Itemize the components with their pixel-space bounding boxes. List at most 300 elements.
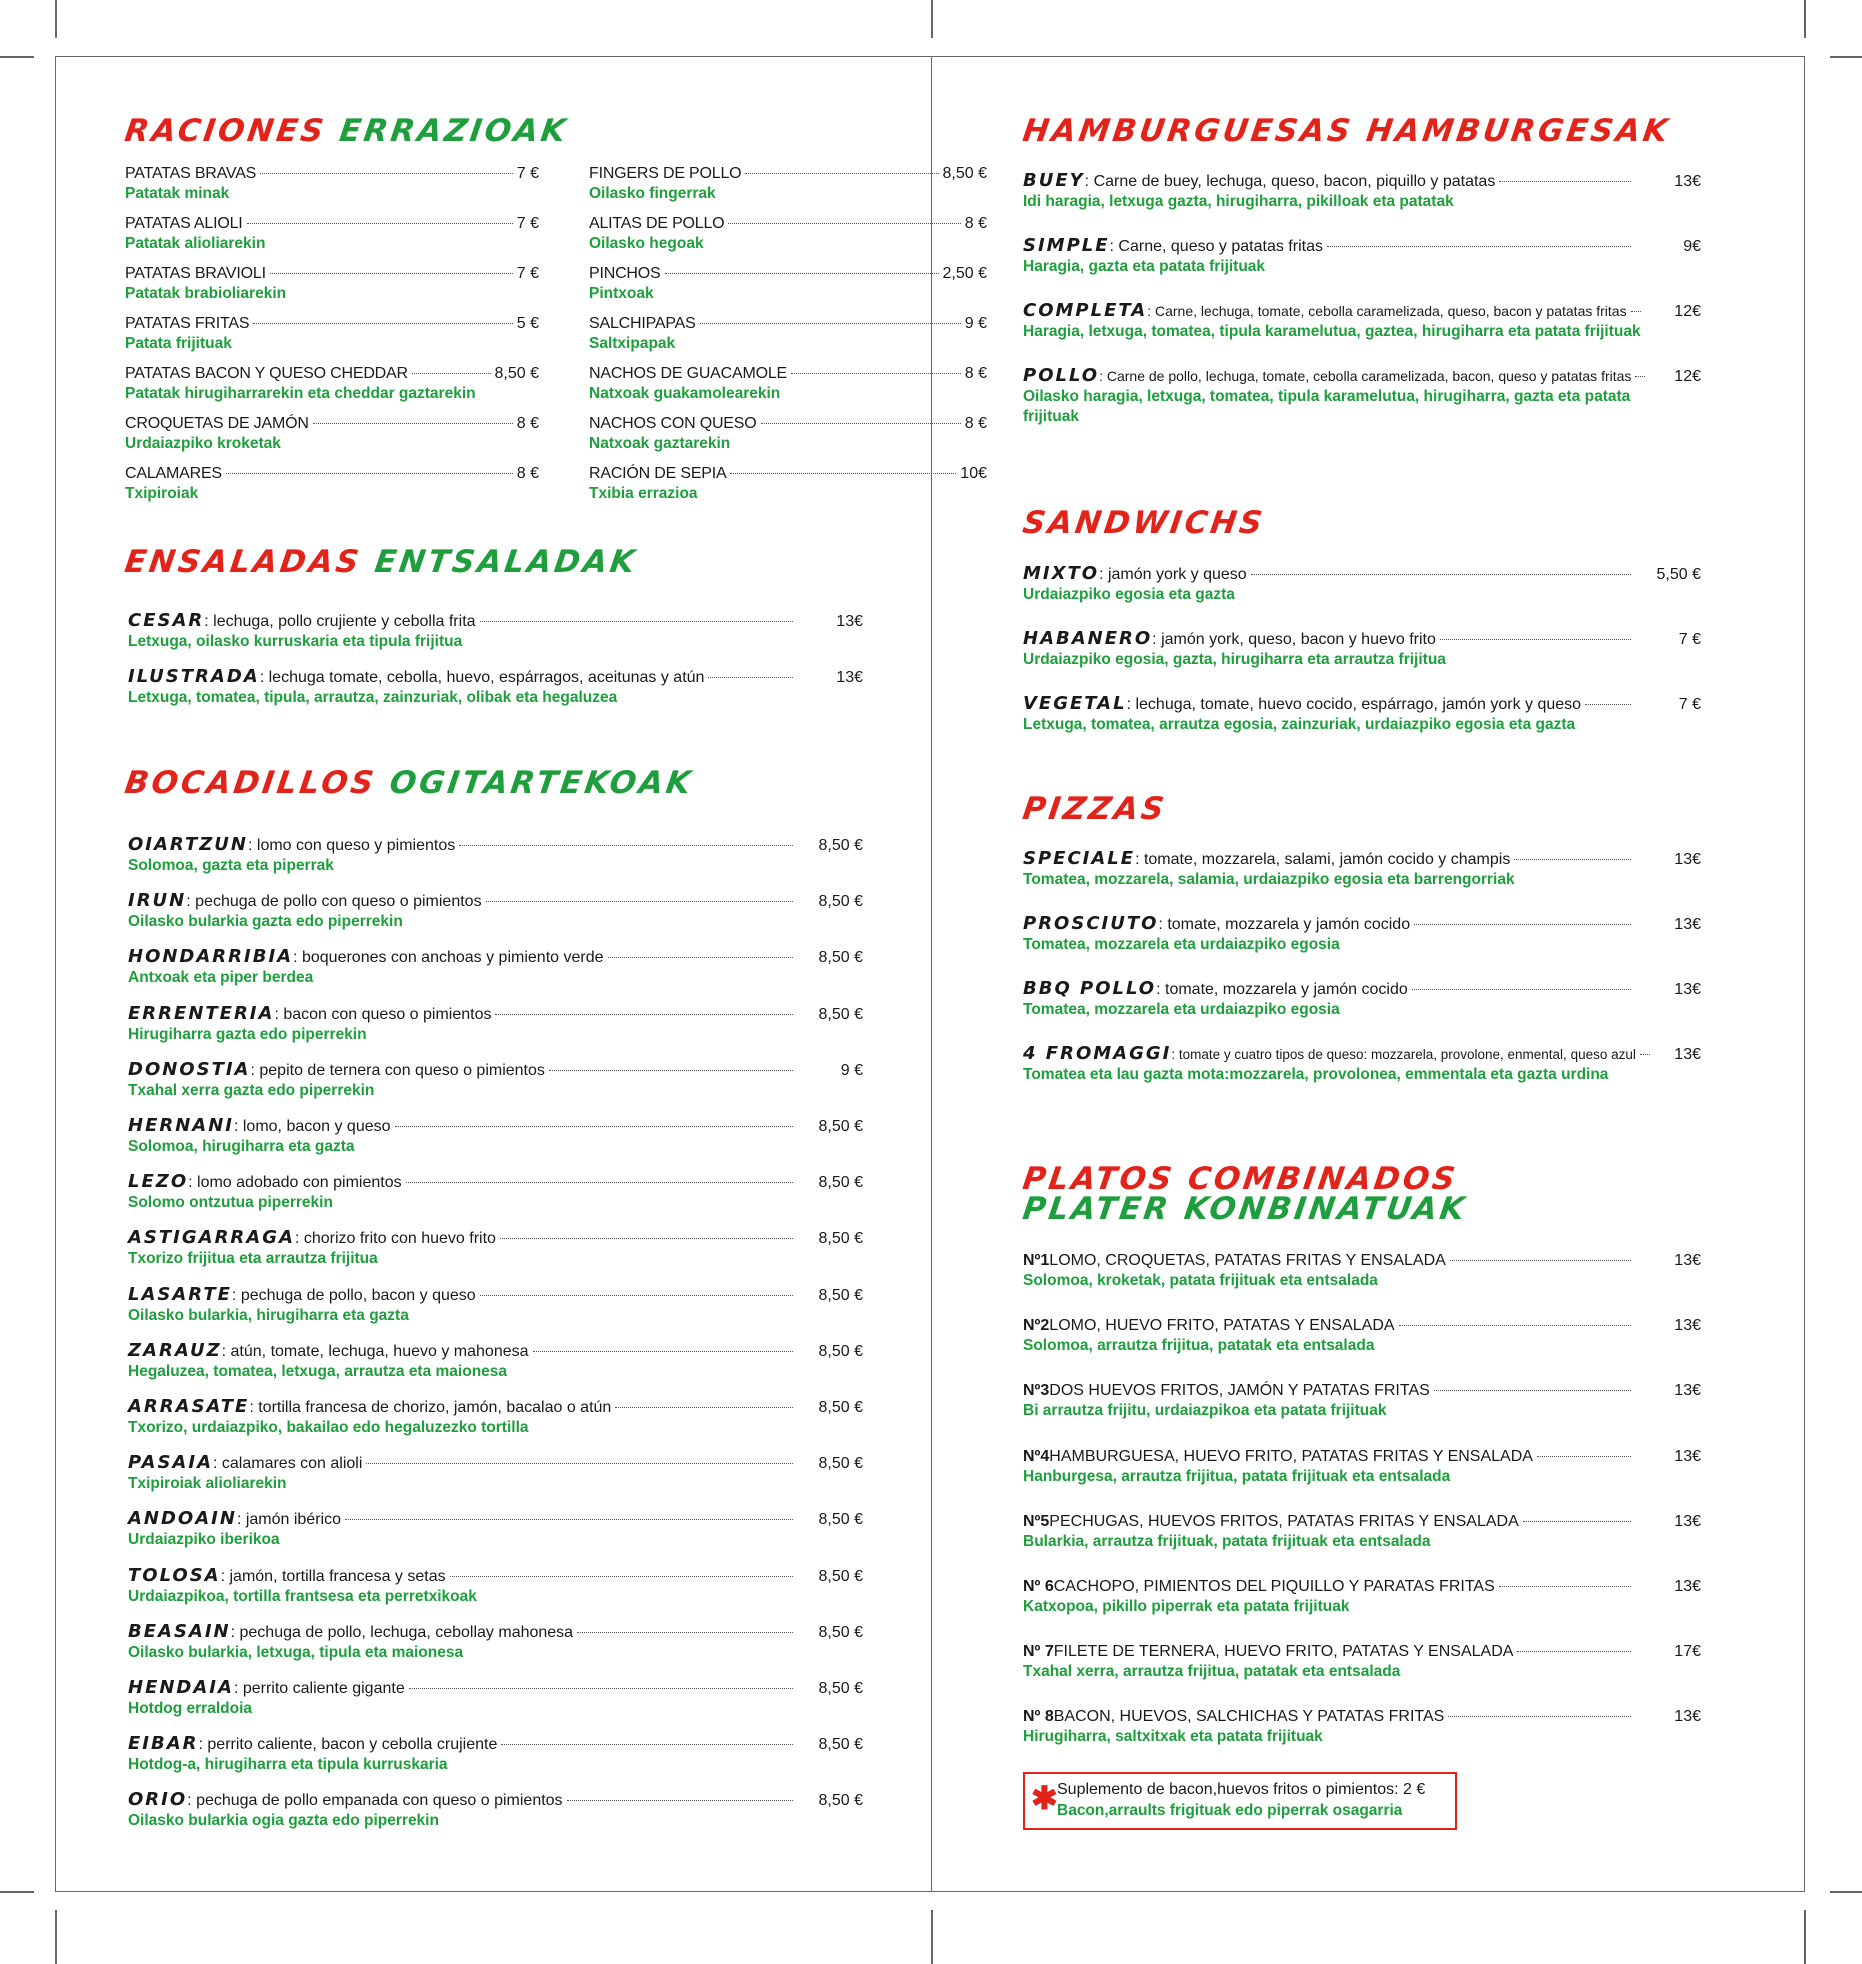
racion-price: 7 € [516, 265, 539, 282]
platos-item-desc: LOMO, HUEVO FRITO, PATATAS Y ENSALADA [1049, 1317, 1395, 1335]
sandwichs-item-price: 5,50 € [1656, 566, 1701, 583]
racion-name: NACHOS CON QUESO [589, 415, 757, 432]
racion-name: CROQUETAS DE JAMÓN [125, 415, 309, 432]
bocadillos-item-name: IRUN [128, 890, 187, 912]
pizzas-item [1023, 848, 1701, 890]
pizzas-item-line [1023, 1043, 1701, 1065]
bocadillos-item [128, 1340, 863, 1382]
bocadillos-item [128, 1284, 863, 1326]
pizzas-title-es: PIZZAS [1020, 791, 1170, 827]
hamburguesas-item-name: BUEY [1023, 170, 1085, 191]
bocadillos-item-line [128, 834, 863, 856]
racion-price: 7 € [516, 215, 539, 232]
dot-leader [1537, 1456, 1631, 1457]
bocadillos-item-translation: Txipiroiak alioliarekin [128, 1475, 287, 1493]
bocadillos-item-line [128, 1452, 863, 1474]
hamburguesas-item-lead [1023, 300, 1635, 322]
bocadillos-item-line [128, 1115, 863, 1137]
platos-item-lead [1023, 1511, 1635, 1532]
bocadillos-item [128, 1565, 863, 1607]
bocadillos-item-name: DONOSTIA [128, 1058, 251, 1080]
platos-item-lead [1023, 1446, 1635, 1467]
dot-leader [577, 1632, 793, 1633]
racion-translation: Patatak alioliarekin [125, 235, 266, 252]
hamburguesas-item-translation-cont: frijituak [1023, 408, 1079, 425]
sandwichs-section [1020, 505, 1701, 541]
hamburguesas-item-price: 9€ [1683, 238, 1701, 255]
racion-name: PATATAS ALIOLI [125, 215, 243, 232]
dot-leader [1631, 311, 1641, 312]
bocadillos-item-translation: Hotdog-a, hirugiharra eta tipula kurruskaria [128, 1756, 448, 1774]
bocadillos-item-line [128, 1340, 863, 1362]
racion-line [589, 314, 987, 334]
pizzas-item-price: 13€ [1674, 851, 1701, 868]
bocadillos-item-desc: : calamares con alioli [213, 1455, 363, 1473]
platos-item-desc: HAMBURGUESA, HUEVO FRITO, PATATAS FRITAS Y ENSALADA [1049, 1447, 1533, 1465]
racion-item [589, 214, 987, 264]
racion-translation: Urdaiazpiko kroketak [125, 435, 281, 452]
pizzas-section [1020, 791, 1701, 827]
sandwichs-item-translation: Urdaiazpiko egosia, gazta, hirugiharra eta arrautza frijitua [1023, 651, 1446, 668]
bocadillos-item-desc: : perrito caliente, bacon y cebolla crujiente [198, 1736, 498, 1754]
racion-line [589, 464, 987, 484]
racion-translation: Natxoak gaztarekin [589, 435, 731, 452]
pizzas-item-price: 13€ [1674, 981, 1701, 998]
dot-leader [730, 473, 956, 474]
bocadillos-item-price: 8,50 € [818, 1567, 863, 1585]
bocadillos-item-price: 8,50 € [818, 1342, 863, 1360]
bocadillos-item-desc: : chorizo frito con huevo frito [294, 1230, 496, 1248]
dot-leader [665, 273, 939, 274]
racion-translation: Oilasko fingerrak [589, 185, 716, 202]
racion-translation: Patatak hirugiharrarekin eta cheddar gaztarekin [125, 385, 476, 402]
sandwichs-item-line [1023, 693, 1701, 715]
ensaladas-item-name: CESAR [128, 610, 205, 631]
racion-name: ALITAS DE POLLO [589, 215, 725, 232]
platos-item-line [1023, 1576, 1701, 1597]
sandwichs-item-desc: : jamón york, queso, bacon y huevo frito [1152, 631, 1436, 648]
sandwichs-item-translation: Urdaiazpiko egosia eta gazta [1023, 586, 1235, 603]
dot-leader [1448, 1716, 1631, 1717]
platos-item [1023, 1641, 1701, 1682]
dot-leader [1523, 1521, 1631, 1522]
crop-mark [1804, 1910, 1806, 1964]
crop-mark [931, 0, 933, 38]
racion-item [589, 364, 987, 414]
crop-mark [931, 1910, 933, 1964]
hamburguesas-item-desc: : Carne, queso y patatas fritas [1109, 238, 1323, 255]
dot-leader [480, 1295, 793, 1296]
dot-leader [480, 621, 793, 622]
pizzas-item-price: 13€ [1674, 916, 1701, 933]
platos-item [1023, 1446, 1701, 1487]
platos-item-desc: LOMO, CROQUETAS, PATATAS FRITAS Y ENSALADA [1049, 1252, 1446, 1269]
racion-line [589, 264, 987, 284]
bocadillos-item-desc: : perrito caliente gigante [233, 1680, 405, 1697]
platos-item [1023, 1250, 1701, 1291]
ensaladas-section [122, 544, 863, 580]
supplement-note-eu: Bacon,arraults frigituak edo piperrak osagarria [1057, 1802, 1403, 1819]
racion-price: 8 € [516, 415, 539, 432]
crop-mark [1830, 56, 1862, 58]
ensaladas-item-desc: : lechuga, pollo crujiente y cebolla frita [204, 613, 476, 630]
platos-item-lead [1023, 1641, 1635, 1662]
dot-leader [501, 1744, 793, 1745]
bocadillos-item-name: HERNANI [128, 1115, 234, 1136]
dot-leader [500, 1238, 793, 1239]
bocadillos-item-lead [128, 1508, 797, 1530]
hamburguesas-item-name: SIMPLE [1023, 235, 1110, 256]
platos-item-translation: Hanburgesa, arrautza frijitua, patata frijituak eta entsalada [1023, 1467, 1451, 1485]
platos-item-price: 13€ [1674, 1578, 1701, 1595]
platos-item-price: 13€ [1674, 1382, 1701, 1400]
racion-item [125, 414, 539, 464]
racion-price: 8 € [516, 465, 539, 482]
racion-translation: Txibia errazioa [589, 485, 698, 502]
pizzas-item-translation: Tomatea, mozzarela, salamia, urdaiazpiko egosia eta barrengorriak [1023, 871, 1515, 888]
pizzas-item-name: BBQ POLLO [1023, 978, 1157, 999]
bocadillos-item [128, 1396, 863, 1438]
pizzas-item-line [1023, 978, 1701, 1000]
bocadillos-item-translation: Solomoa, hirugiharra eta gazta [128, 1138, 355, 1155]
ensaladas-title [123, 545, 866, 579]
bocadillos-item-name: ORIO [128, 1789, 188, 1811]
bocadillos-item-desc: : lomo con queso y pimientos [248, 837, 456, 854]
platos-item [1023, 1315, 1701, 1356]
dot-leader [226, 473, 513, 474]
platos-item-line [1023, 1380, 1701, 1401]
bocadillos-item-translation: Oilasko bularkia ogia gazta edo piperrekin [128, 1812, 439, 1830]
hamburguesas-item-line [1023, 300, 1701, 322]
hamburguesas-item-lead [1023, 365, 1635, 387]
bocadillos-item-translation: Antxoak eta piper berdea [128, 969, 314, 987]
racion-name: PINCHOS [589, 265, 661, 282]
bocadillos-item-line [128, 1677, 863, 1699]
bocadillos-item-desc: : lomo, bacon y queso [233, 1118, 391, 1135]
platos-item-line [1023, 1315, 1701, 1336]
pizzas-item-translation: Tomatea, mozzarela eta urdaiazpiko egosia [1023, 1001, 1340, 1018]
racion-item [589, 314, 987, 364]
pizzas-item-desc: : tomate, mozzarela y jamón cocido [1156, 981, 1408, 998]
bocadillos-item-name: EIBAR [128, 1733, 199, 1755]
bocadillos-item-desc: : pechuga de pollo, bacon y queso [231, 1286, 476, 1304]
racion-price: 8 € [964, 415, 987, 432]
bocadillos-item-price: 8,50 € [818, 1174, 863, 1192]
bocadillos-item-lead [128, 1340, 797, 1362]
dot-leader [1399, 1325, 1631, 1326]
sandwichs-title [1021, 506, 1704, 540]
racion-line [125, 164, 539, 184]
bocadillos-item-desc: : jamón ibérico [236, 1511, 341, 1529]
hamburguesas-item-line [1023, 170, 1701, 192]
dot-leader [412, 373, 491, 374]
bocadillos-item-line [128, 1565, 863, 1587]
hamburguesas-item-lead [1023, 235, 1635, 257]
racion-price: 5 € [516, 315, 539, 332]
plato-number: Nº 7 [1023, 1643, 1054, 1661]
pizzas-title [1021, 792, 1704, 826]
bocadillos-item [128, 1733, 863, 1775]
bocadillos-item-lead [128, 1677, 797, 1699]
racion-line [589, 414, 987, 434]
dot-leader [1514, 859, 1631, 860]
platos-item-desc: FILETE DE TERNERA, HUEVO FRITO, PATATAS Y ENSALADA [1053, 1643, 1514, 1661]
bocadillos-item-line [128, 1003, 863, 1025]
pizzas-item-name: SPECIALE [1023, 848, 1136, 869]
plato-number: Nº4 [1023, 1447, 1050, 1465]
bocadillos-item-translation: Urdaiazpiko iberikoa [128, 1531, 280, 1549]
sandwichs-item-price: 7 € [1678, 631, 1701, 648]
platos-item-price: 17€ [1674, 1643, 1701, 1661]
pizzas-item-price: 13€ [1674, 1046, 1701, 1063]
racion-name: PATATAS BRAVIOLI [125, 265, 266, 282]
racion-item [125, 214, 539, 264]
dot-leader [270, 273, 513, 274]
bocadillos-item-line [128, 1284, 863, 1306]
bocadillos-item-translation: Hotdog erraldoia [128, 1700, 253, 1717]
sandwichs-item-line [1023, 563, 1701, 585]
raciones-left-column [125, 164, 539, 514]
bocadillos-item [128, 1115, 863, 1157]
racion-item [125, 364, 539, 414]
ensaladas-item-line [128, 610, 863, 632]
platos-title-es: PLATOS COMBINADOS [1020, 1161, 1461, 1197]
racion-item [125, 464, 539, 514]
platos-item-lead [1023, 1576, 1635, 1597]
dot-leader [345, 1519, 793, 1520]
racion-translation: Oilasko hegoak [589, 235, 704, 252]
racion-name: PATATAS BRAVAS [125, 165, 257, 182]
bocadillos-item-lead [128, 1789, 797, 1811]
platos-item-line [1023, 1641, 1701, 1662]
platos-section [1020, 1161, 1701, 1227]
platos-item-desc: BACON, HUEVOS, SALCHICHAS Y PATATAS FRITAS [1053, 1708, 1445, 1726]
supplement-note [1023, 1772, 1457, 1830]
ensaladas-item-translation: Letxuga, oilasko kurruskaria eta tipula frijitua [128, 633, 463, 650]
hamburguesas-item [1023, 365, 1701, 427]
bocadillos-item-desc: : atún, tomate, lechuga, huevo y mahonesa [221, 1342, 529, 1360]
bocadillos-item-name: ANDOAIN [128, 1508, 237, 1530]
dot-leader [395, 1126, 793, 1127]
pizzas-item-lead [1023, 848, 1635, 870]
dot-leader [567, 1800, 793, 1801]
bocadillos-item-name: ERRENTERIA [128, 1002, 275, 1024]
bocadillos-item [128, 1508, 863, 1550]
bocadillos-item-price: 8,50 € [818, 1680, 863, 1697]
bocadillos-item-price: 8,50 € [818, 1455, 863, 1473]
sandwichs-item [1023, 628, 1701, 670]
ensaladas-title-eu: ENTSALADAK [372, 544, 640, 580]
pizzas-item [1023, 1043, 1701, 1085]
bocadillos-item-name: BEASAIN [128, 1620, 231, 1642]
plato-number: Nº1 [1023, 1252, 1050, 1269]
racion-item [125, 164, 539, 214]
racion-price: 8,50 € [942, 165, 987, 182]
hamburguesas-item-line [1023, 235, 1701, 257]
pizzas-item-line [1023, 848, 1701, 870]
bocadillos-item-desc: : tortilla francesa de chorizo, jamón, bacalao o atún [249, 1399, 612, 1416]
sandwichs-item-line [1023, 628, 1701, 650]
bocadillos-item-name: HONDARRIBIA [128, 946, 294, 968]
racion-line [125, 264, 539, 284]
hamburguesas-section [1020, 113, 1701, 149]
bocadillos-item-name: OIARTZUN [128, 834, 248, 855]
racion-item [589, 464, 987, 514]
bocadillos-item-translation: Urdaiazpikoa, tortilla frantsesa eta perretxikoak [128, 1587, 477, 1605]
ensaladas-item-name: ILUSTRADA [128, 666, 260, 687]
platos-item-translation: Bi arrautza frijitu, urdaiazpikoa eta patata frijituak [1023, 1402, 1387, 1420]
pizzas-item-desc: : tomate, mozzarela y jamón cocido [1158, 916, 1411, 933]
racion-name: PATATAS FRITAS [125, 315, 250, 332]
pizzas-item-translation: Tomatea, mozzarela eta urdaiazpiko egosia [1023, 936, 1340, 953]
plato-number: Nº5 [1023, 1512, 1050, 1530]
hamburguesas-item-name: COMPLETA [1023, 300, 1148, 321]
hamburguesas-item [1023, 235, 1701, 277]
bocadillos-item-name: LASARTE [128, 1283, 232, 1305]
hamburguesas-item-line [1023, 365, 1701, 387]
sandwichs-item-name: VEGETAL [1023, 693, 1127, 714]
ensaladas-item-desc: : lechuga tomate, cebolla, huevo, espárragos, aceitunas y atún [259, 669, 705, 686]
dot-leader [1327, 246, 1631, 247]
platos-item-line [1023, 1511, 1701, 1532]
racion-translation: Txipiroiak [125, 485, 199, 502]
dot-leader [1499, 181, 1631, 182]
bocadillos-item [128, 890, 863, 932]
bocadillos-item-name: ASTIGARRAGA [128, 1227, 295, 1249]
racion-name: RACIÓN DE SEPIA [589, 465, 727, 482]
racion-price: 8,50 € [494, 365, 539, 382]
racion-price: 8 € [964, 215, 987, 232]
bocadillos-item-desc: : boquerones con anchoas y pimiento verde [293, 949, 604, 967]
raciones-title-es: RACIONES [122, 113, 329, 149]
bocadillos-item-lead [128, 890, 797, 912]
bocadillos-item-desc: : jamón, tortilla francesa y setas [220, 1567, 446, 1585]
dot-leader [450, 1576, 793, 1577]
platos-item-price: 13€ [1674, 1708, 1701, 1726]
sandwichs-item-lead [1023, 628, 1635, 650]
sandwichs-item-name: HABANERO [1023, 628, 1153, 649]
platos-item-lead [1023, 1706, 1635, 1727]
bocadillos-item-lead [128, 1733, 797, 1755]
bocadillos-item-desc: : pechuga de pollo con queso o pimientos [186, 893, 482, 911]
hamburguesas-item-desc: : Carne de buey, lechuga, queso, bacon, piquillo y patatas [1084, 173, 1496, 190]
bocadillos-item-translation: Solomoa, gazta eta piperrak [128, 857, 334, 874]
bocadillos-item-price: 8,50 € [818, 1399, 863, 1416]
dot-leader [1450, 1260, 1631, 1261]
racion-price: 7 € [516, 165, 539, 182]
bocadillos-item-line [128, 1789, 863, 1811]
bocadillos-item-lead [128, 1621, 797, 1643]
hamburguesas-item-price: 13€ [1674, 173, 1701, 190]
racion-name: FINGERS DE POLLO [589, 165, 742, 182]
pizzas-item-name: PROSCIUTO [1023, 913, 1159, 934]
racion-line [589, 364, 987, 384]
bocadillos-item-lead [128, 1059, 797, 1081]
bocadillos-item-desc: : lomo adobado con pimientos [188, 1174, 402, 1192]
dot-leader [260, 173, 513, 174]
dot-leader [1635, 376, 1645, 377]
bocadillos-title-es: BOCADILLOS [122, 765, 379, 801]
racion-item [125, 264, 539, 314]
racion-line [125, 214, 539, 234]
ensaladas-title-es: ENSALADAS [122, 544, 364, 580]
racion-item [589, 264, 987, 314]
racion-price: 10€ [960, 465, 987, 482]
dot-leader [1585, 704, 1631, 705]
ensaladas-item-line [128, 666, 863, 688]
pizzas-item-line [1023, 913, 1701, 935]
platos-item-line [1023, 1706, 1701, 1727]
bocadillos-item-desc: : pechuga de pollo empanada con queso o pimientos [187, 1792, 563, 1810]
racion-translation: Patatak brabioliarekin [125, 285, 287, 302]
bocadillos-item-line [128, 1227, 863, 1249]
bocadillos-item-lead [128, 834, 797, 856]
bocadillos-title [123, 766, 866, 800]
bocadillos-item-price: 8,50 € [818, 893, 863, 911]
dot-leader [1640, 1054, 1650, 1055]
dot-leader [761, 423, 961, 424]
platos-item-translation: Solomoa, kroketak, patata frijituak eta entsalada [1023, 1272, 1378, 1289]
platos-item [1023, 1576, 1701, 1617]
dot-leader [1499, 1586, 1631, 1587]
platos-item-desc: CACHOPO, PIMIENTOS DEL PIQUILLO Y PARATAS FRITAS [1053, 1578, 1495, 1595]
bocadillos-item [128, 1452, 863, 1494]
bocadillos-item-name: HENDAIA [128, 1677, 234, 1698]
dot-leader [615, 1407, 793, 1408]
platos-item-lead [1023, 1250, 1635, 1271]
bocadillos-item [128, 1621, 863, 1663]
bocadillos-item-name: ZARAUZ [128, 1339, 222, 1361]
bocadillos-item-price: 8,50 € [818, 1511, 863, 1529]
bocadillos-item-lead [128, 1396, 797, 1418]
bocadillos-item [128, 1059, 863, 1101]
hamburguesas-item-translation: Idi haragia, letxuga gazta, hirugiharra, pikilloak eta patatak [1023, 193, 1454, 210]
bocadillos-item [128, 946, 863, 988]
platos-item-price: 13€ [1674, 1252, 1701, 1269]
racion-line [125, 364, 539, 384]
bocadillos-item-line [128, 1621, 863, 1643]
bocadillos-item-line [128, 1059, 863, 1081]
hamburguesas-item [1023, 300, 1701, 342]
racion-translation: Pintxoak [589, 285, 654, 302]
dot-leader [608, 957, 794, 958]
bocadillos-item [128, 1677, 863, 1719]
crop-mark [0, 1891, 34, 1893]
bocadillos-item-price: 8,50 € [818, 1005, 863, 1023]
plato-number: Nº3 [1023, 1382, 1050, 1400]
racion-line [125, 314, 539, 334]
hamburguesas-item-desc: : Carne, lechuga, tomate, cebolla caramelizada, queso, bacon y patatas fritas [1147, 303, 1627, 319]
bocadillos-item [128, 834, 863, 876]
racion-price: 2,50 € [942, 265, 987, 282]
bocadillos-item-lead [128, 1565, 797, 1587]
racion-line [125, 414, 539, 434]
racion-price: 9 € [964, 315, 987, 332]
pizzas-item [1023, 978, 1701, 1020]
bocadillos-item-lead [128, 1171, 797, 1193]
bocadillos-item-lead [128, 1115, 797, 1137]
dot-leader [728, 223, 960, 224]
crop-mark [55, 1910, 57, 1964]
bocadillos-item [128, 1171, 863, 1213]
dot-leader [406, 1182, 793, 1183]
raciones-section [122, 113, 863, 149]
sandwichs-item-translation: Letxuga, tomatea, arrautza egosia, zainzuriak, urdaiazpiko egosia eta gazta [1023, 716, 1576, 733]
sandwichs-item-desc: : lechuga, tomate, huevo cocido, espárrago, jamón york y queso [1126, 696, 1582, 713]
racion-item [589, 414, 987, 464]
racion-line [125, 464, 539, 484]
bocadillos-item-price: 9 € [840, 1061, 863, 1079]
